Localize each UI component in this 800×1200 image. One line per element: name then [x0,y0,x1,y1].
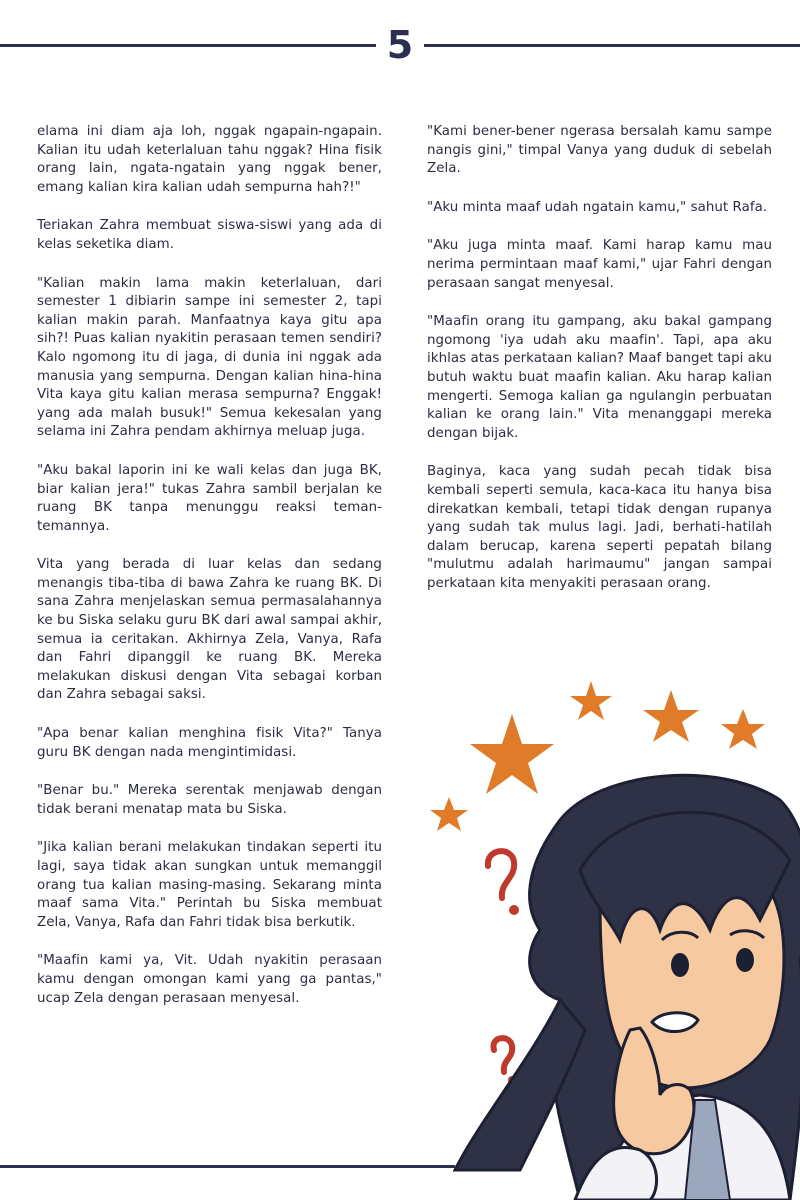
eye [671,953,689,977]
paragraph: "Kalian makin lama makin keterlaluan, dari semester 1 dibiarin sampe ini semester 2, tapi kalian makin parah. Manfaatnya kaya gitu apa sih?! Puas kalian nyakitin perasaan temen sendiri? Kalo ngomong itu di jaga, di dunia ini nggak ada manusia yang sempurna. Dengan kalian hina-hina Vita kaya gitu kalian merasa sempurna? Enggak! yang ada malah busuk!" Semua kekesalan yang selama ini Zahra pendam akhirnya meluap juga. [37,275,382,440]
star-icon [643,690,699,742]
right-column [427,123,772,613]
footer-rule [0,1165,455,1168]
page-number: 5 [386,23,414,67]
paragraph: Teriakan Zahra membuat siswa-siswi yang ada di kelas seketika diam. [37,218,382,252]
paragraph: "Aku bakal laporin ini ke wali kelas dan juga BK, biar kalian jera!" tukas Zahra sambil berjalan ke ruang BK tanpa menunggu reaksi teman-temannya. [37,462,382,534]
star-icon [470,714,554,794]
paragraph: "Jika kalian berani melakukan tindakan seperti itu lagi, saya tidak akan sungkan untuk memanggil orang tua kalian masing-masing. Sekarang minta maaf sama Vita." Perintah bu Siska membuat Zela, Vanya, Rafa dan Fahri tidak bisa berkutik. [37,840,382,930]
paragraph: Baginya, kaca yang sudah pecah tidak bisa kembali seperti semula, kaca-kaca itu hanya bisa direkatkan kembali, tetapi tidak dengan rupanya yang sudah tak mulus lagi. Jadi, berhati-hatilah dalam berucap, karena seperti pepatah bilang "mulutmu adalah harimaumu" jangan sampai perkataan kita menyakiti perasaan orang. [427,464,772,591]
paragraph: "Aku juga minta maaf. Kami harap kamu mau nerima permintaan maaf kami," ujar Fahri dengan perasaan sangat menyesal. [427,238,772,291]
question-mark-icon [488,851,514,898]
star-icon [430,797,468,831]
paragraph: "Kami bener-bener ngerasa bersalah kamu sampe nangis gini," timpal Vanya yang duduk di sebelah Zela. [427,124,772,177]
eye [736,948,754,972]
header-rule-left [0,44,376,47]
paragraph: elama ini diam aja loh, nggak ngapain-ngapain. Kalian itu udah keterlaluan tahu nggak? Hina fisik orang lain, ngata-ngatain yang nggak bener, emang kalian kira kalian udah sempurna hah?!" [37,124,382,195]
mouth [652,1013,698,1032]
confused-girl-illustration [420,660,800,1200]
paragraph: "Benar bu." Mereka serentak menjawab dengan tidak berani menatap mata bu Siska. [37,783,382,817]
star-icon [570,681,612,720]
header-rule-right [424,44,800,47]
left-column [37,123,382,1028]
paragraph: "Maafin kami ya, Vit. Udah nyakitin perasaan kamu dengan omongan kami yang ga pantas," ucap Zela dengan perasaan menyesal. [37,953,382,1006]
star-icon [721,709,765,749]
paragraph: "Apa benar kalian menghina fisik Vita?" Tanya guru BK dengan nada mengintimidasi. [37,726,382,760]
paragraph: "Aku minta maaf udah ngatain kamu," sahut Rafa. [427,199,768,215]
paragraph: Vita yang berada di luar kelas dan sedang menangis tiba-tiba di bawa Zahra ke ruang BK. Di sana Zahra menjelaskan semua permasalahannya ke bu Siska selaku guru BK dari awal sampai akhir, semua ia ceritakan. Akhirnya Zela, Vanya, Rafa dan Fahri dipanggil ke ruang BK. Mereka melakukan diskusi dengan Vita sebagai korban dan Zahra sebagai saksi. [37,557,382,703]
paragraph: "Maafin orang itu gampang, aku bakal gampang ngomong 'iya udah aku maafin'. Tapi, apa aku ikhlas atas perkataan kalian? Maaf banget tapi aku butuh waktu buat maafin kalian. Aku harap kalian mengerti. Semoga kalian ga ngulangin perbuatan kalian ke orang lain." Vita menanggapi mereka dengan bijak. [427,314,772,441]
question-mark-dot [509,905,519,915]
question-mark-icon [493,1038,512,1072]
